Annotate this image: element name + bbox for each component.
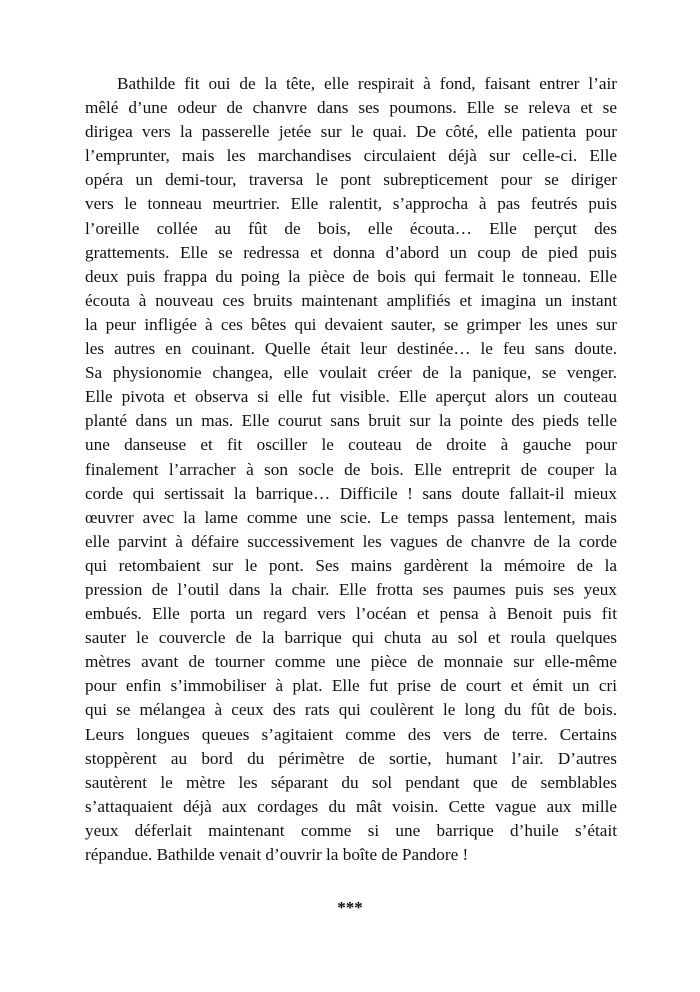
text-line: deux puis frappa du poing la pièce de bois qui fermait le tonneau. Elle (85, 266, 617, 286)
text-line: sauter le couvercle de la barrique qui chuta au sol et roula quelques (85, 628, 617, 648)
body-text (85, 72, 617, 867)
text-line: pour enfin s’immobiliser à plat. Elle fut prise de court et émit un cri (85, 676, 617, 696)
text-line: pression de l’outil dans la chair. Elle frotta ses paumes puis ses yeux (85, 579, 617, 599)
text-line: qui retombaient sur le pont. Ses mains gardèrent la mémoire de la (85, 555, 617, 575)
text-line: répandue. Bathilde venait d’ouvrir la boîte de Pandore ! (85, 845, 469, 864)
text-line: s’attaquaient déjà aux cordages du mât voisin. Cette vague aux mille (85, 796, 617, 816)
text-line: stoppèrent au bord du périmètre de sortie, humant l’air. D’autres (85, 748, 617, 768)
text-line: l’emprunter, mais les marchandises circulaient déjà sur celle-ci. Elle (85, 146, 617, 166)
text-line: vers le tonneau meurtrier. Elle ralentit, s’approcha à pas feutrés puis (85, 194, 617, 214)
section-separator: *** (337, 898, 363, 917)
text-line: Bathilde fit oui de la tête, elle respirait à fond, faisant entrer l’air (117, 74, 617, 93)
text-line: les autres en couinant. Quelle était leur destinée… le feu sans doute. (85, 339, 617, 359)
text-line: écouta à nouveau ces bruits maintenant amplifiés et imagina un instant (85, 290, 617, 310)
text-line: finalement l’arracher à son socle de bois. Elle entreprit de couper la (85, 459, 617, 479)
text-line: la peur infligée à ces bêtes qui devaient sauter, se grimper les unes sur (85, 314, 617, 334)
text-line: elle parvint à défaire successivement les vagues de chanvre de la corde (85, 531, 617, 551)
text-line: sautèrent le mètre les séparant du sol pendant que de semblables (85, 772, 617, 792)
text-line: grattements. Elle se redressa et donna d’abord un coup de pied puis (85, 242, 617, 262)
text-line: Leurs longues queues s’agitaient comme des vers de terre. Certains (85, 724, 617, 744)
text-line: planté dans un mas. Elle courut sans bruit sur la pointe des pieds telle (85, 411, 617, 431)
text-line: dirigea vers la passerelle jetée sur le quai. De côté, elle patienta pour (85, 122, 617, 142)
text-line: corde qui sertissait la barrique… Difficile ! sans doute fallait-il mieux (85, 483, 617, 503)
text-line: œuvrer avec la lame comme une scie. Le temps passa lentement, mais (85, 507, 617, 527)
text-line: yeux déferlait maintenant comme si une barrique d’huile s’était (85, 820, 617, 840)
text-line: l’oreille collée au fût de bois, elle écouta… Elle perçut des (85, 218, 617, 238)
text-line: embués. Elle porta un regard vers l’océan et pensa à Benoit puis fit (85, 604, 617, 624)
text-line: mètres avant de tourner comme une pièce de monnaie sur elle-même (85, 652, 617, 672)
text-line: opéra un demi-tour, traversa le pont subrepticement pour se diriger (85, 170, 617, 190)
text-line: mêlé d’une odeur de chanvre dans ses poumons. Elle se releva et se (85, 98, 617, 118)
text-line: une danseuse et fit osciller le couteau de droite à gauche pour (85, 435, 617, 455)
text-line: qui se mélangea à ceux des rats qui coulèrent le long du fût de bois. (85, 700, 617, 720)
text-line: Sa physionomie changea, elle voulait créer de la panique, se venger. (85, 363, 617, 383)
text-line: Elle pivota et observa si elle fut visible. Elle aperçut alors un couteau (85, 387, 617, 407)
